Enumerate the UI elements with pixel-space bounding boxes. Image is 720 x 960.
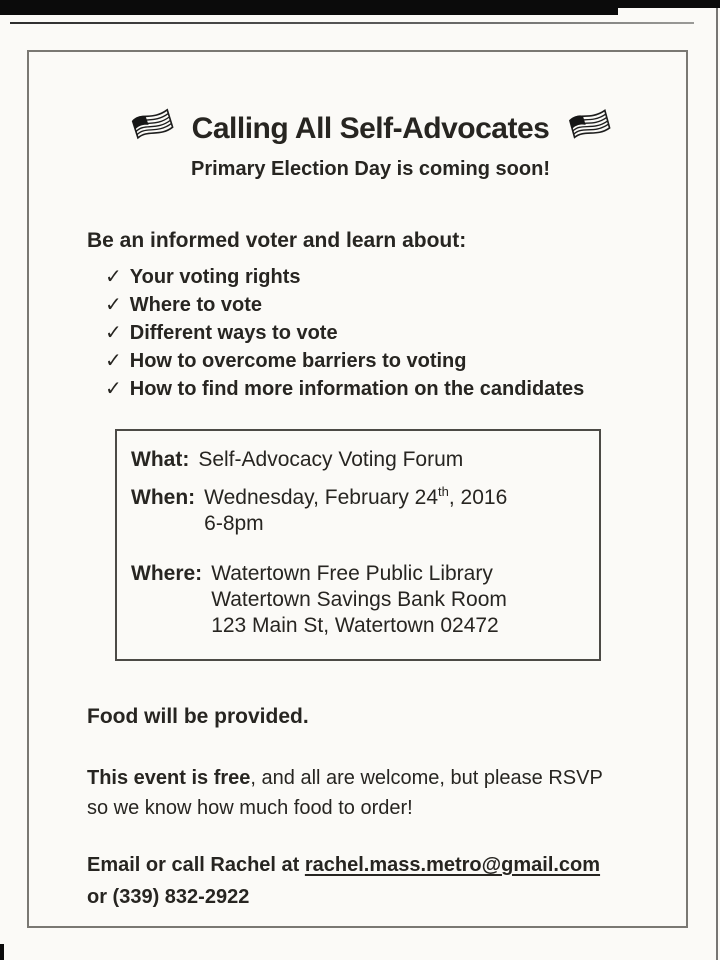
checklist-item-label: How to overcome barriers to voting xyxy=(129,350,467,372)
rsvp-line2: so we know how much food to order! xyxy=(87,797,413,819)
checklist-item-label: Your voting rights xyxy=(129,266,301,288)
rsvp-bold-text: This event is free xyxy=(87,767,251,789)
check-icon: ✓ xyxy=(105,266,122,288)
checklist-item-label: Where to vote xyxy=(129,294,263,316)
us-flag-icon xyxy=(565,108,613,151)
what-label: What: xyxy=(131,448,190,471)
event-details-box xyxy=(115,429,601,661)
intro-heading: Be an informed voter and learn about: xyxy=(87,229,467,252)
flyer-subtitle: Primary Election Day is coming soon! xyxy=(191,158,550,180)
checklist-item xyxy=(105,347,656,375)
checklist-item-label: Different ways to vote xyxy=(129,322,338,344)
date-ordinal: th xyxy=(438,484,449,499)
flyer-border-frame xyxy=(27,50,688,928)
title-row xyxy=(85,106,656,152)
contact-info xyxy=(87,849,656,913)
where-value xyxy=(211,561,507,639)
check-icon: ✓ xyxy=(105,350,122,372)
contact-phone: or (339) 832-2922 xyxy=(87,886,250,908)
contact-email: rachel.mass.metro@gmail.com xyxy=(304,854,601,876)
checklist xyxy=(85,263,656,403)
rsvp-rest-text: , and all are welcome, but please RSVP xyxy=(250,767,603,789)
where-label: Where: xyxy=(131,562,203,585)
event-when xyxy=(131,485,587,537)
checklist-item xyxy=(105,375,656,403)
rsvp-note xyxy=(87,763,667,823)
checklist-item xyxy=(105,263,656,291)
check-icon: ✓ xyxy=(105,378,122,400)
scan-bottom-mark xyxy=(0,944,4,960)
check-icon: ✓ xyxy=(105,294,122,316)
checklist-item-label: How to find more information on the candidates xyxy=(129,378,585,400)
when-time: 6-8pm xyxy=(204,512,264,535)
where-line: Watertown Savings Bank Room xyxy=(211,588,507,611)
event-where xyxy=(131,561,587,639)
checklist-item xyxy=(105,319,656,347)
when-date: Wednesday, February 24th, 2016 xyxy=(204,484,508,509)
scan-top-bar-left xyxy=(0,0,618,15)
flyer-title: Calling All Self-Advocates xyxy=(191,112,550,145)
where-line: Watertown Free Public Library xyxy=(211,562,493,585)
scan-right-edge-line xyxy=(716,8,718,960)
checklist-item xyxy=(105,291,656,319)
when-label: When: xyxy=(131,486,196,509)
food-note: Food will be provided. xyxy=(87,705,309,728)
scan-paper-edge-line xyxy=(10,22,694,24)
us-flag-icon xyxy=(128,108,176,151)
when-value xyxy=(204,485,507,537)
what-value: Self-Advocacy Voting Forum xyxy=(198,448,464,471)
check-icon: ✓ xyxy=(105,322,122,344)
event-what xyxy=(131,447,587,473)
where-line: 123 Main St, Watertown 02472 xyxy=(211,614,499,637)
contact-prefix: Email or call Rachel at xyxy=(87,854,305,876)
